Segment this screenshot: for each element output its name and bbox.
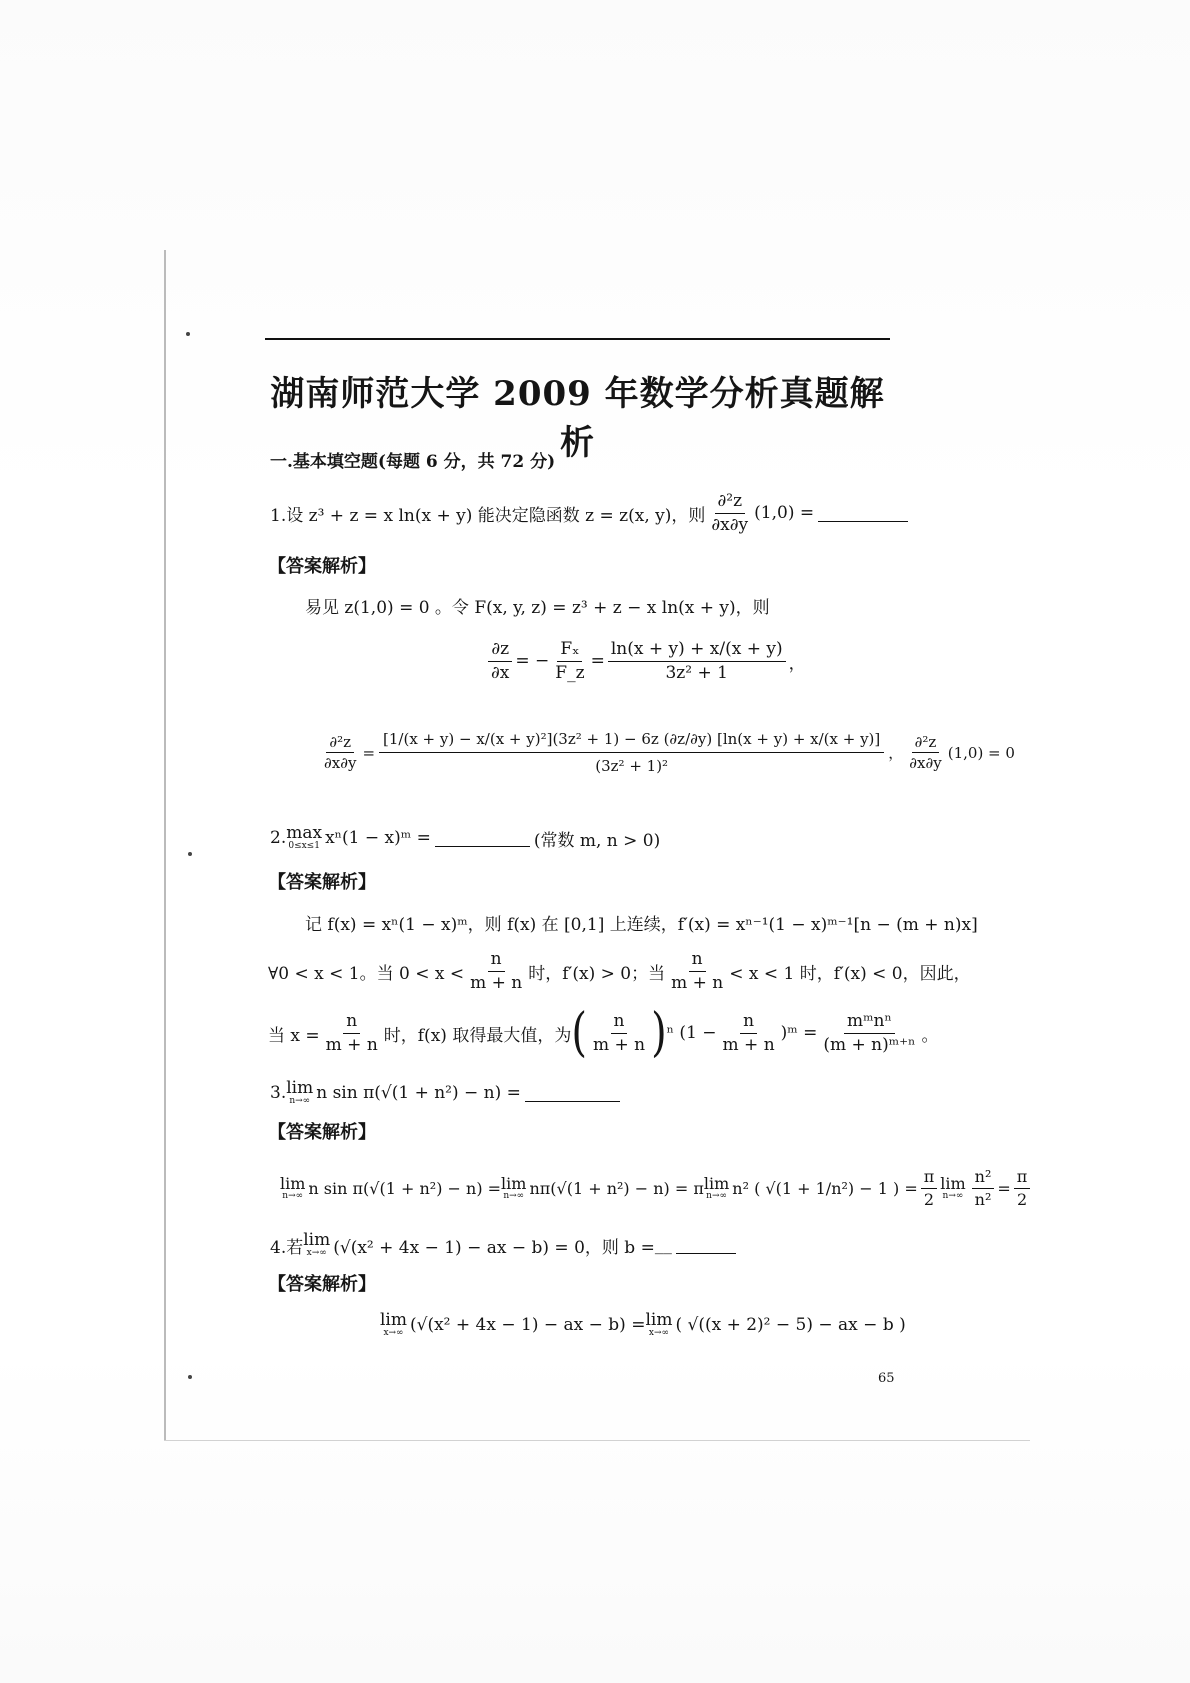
question-2: [270, 825, 660, 851]
limit-range: x→∞: [648, 1328, 670, 1338]
operator: =: [362, 743, 376, 762]
limit-operator: [303, 1232, 330, 1258]
answer-label: 【答案解析】: [268, 556, 376, 577]
result: (1,0) = 0: [947, 743, 1015, 762]
limit-range: n→∞: [706, 1190, 728, 1201]
answer-label: 【答案解析】: [268, 1274, 376, 1295]
text: n² ( √(1 + 1/n²) − 1 ) =: [732, 1178, 918, 1198]
punctuation: ，: [788, 653, 806, 674]
limit-label: lim: [380, 1310, 407, 1330]
fraction: [321, 734, 359, 772]
fraction-numerator: n²: [972, 1168, 995, 1189]
fraction-numerator: ∂z: [488, 640, 512, 662]
scan-dot: [188, 1375, 192, 1379]
fraction-numerator: ∂²z: [912, 734, 940, 754]
question-3: [270, 1080, 624, 1106]
fraction-denominator: 3z² + 1: [665, 662, 728, 683]
fraction-denominator: m + n: [671, 972, 724, 993]
text: < x < 1 时，f′(x) < 0，因此，: [729, 963, 971, 984]
fraction-denominator: m + n: [592, 1034, 646, 1055]
limit-range: x→∞: [306, 1248, 327, 1258]
fraction-denominator: F_z: [555, 662, 585, 683]
question-2-expression: xⁿ(1 − x)ᵐ =: [325, 828, 431, 848]
text: )ᵐ =: [780, 1023, 818, 1044]
fraction: [379, 730, 884, 775]
fraction: [921, 1168, 938, 1208]
page-title: 湖南师范大学 2009 年数学分析真题解析: [270, 374, 885, 463]
fraction: [467, 950, 525, 992]
operator: =: [997, 1178, 1011, 1198]
question-1-text: 1.设 z³ + z = x ln(x + y) 能决定隐函数 z = z(x, y)，则: [270, 505, 706, 526]
text: ∀0 < x < 1。当 0 < x <: [268, 963, 465, 984]
limit-label: lim: [280, 1173, 306, 1193]
solution-2-line-2: [268, 950, 971, 992]
question-3-expression: n sin π(√(1 + n²) − n) =: [316, 1083, 521, 1103]
max-range: 0≤x≤1: [288, 841, 320, 851]
fraction: [552, 640, 587, 682]
answer-blank: [676, 1252, 736, 1254]
text: n sin π(√(1 + n²) − n) =: [308, 1178, 502, 1198]
punctuation: ，: [888, 744, 904, 762]
question-1-tail: (1,0) =: [754, 503, 815, 524]
fraction-numerator: ∂²z: [326, 734, 354, 754]
solution-4-equation: [380, 1312, 906, 1338]
limit-range: n→∞: [282, 1190, 304, 1201]
limit-range: x→∞: [383, 1328, 404, 1338]
question-4: [270, 1232, 740, 1258]
right-paren: ): [651, 1003, 667, 1064]
max-operator: [286, 825, 322, 851]
limit-operator: [501, 1173, 527, 1201]
solution-1-line-1: 易见 z(1,0) = 0 。令 F(x, y, z) = z³ + z − x ln(x + y)，则: [305, 598, 770, 618]
fraction: [906, 734, 944, 772]
fraction: [608, 640, 786, 682]
limit-label: lim: [703, 1173, 730, 1193]
fraction-denominator: 2: [1016, 1189, 1028, 1209]
fraction-numerator: Fₓ: [557, 640, 582, 662]
answer-label: 【答案解析】: [268, 1122, 376, 1143]
fraction-numerator: n: [740, 1012, 757, 1034]
fraction: [972, 1168, 995, 1208]
solution-1-equation-2: [318, 730, 1015, 775]
text: ( √((x + 2)² − 5) − ax − b ): [675, 1315, 906, 1335]
question-2-condition: (常数 m, n > 0): [533, 830, 661, 851]
limit-operator: [703, 1173, 730, 1201]
operator: = −: [515, 651, 550, 672]
fraction-numerator: n: [343, 1012, 360, 1034]
limit-range: n→∞: [503, 1190, 525, 1201]
limit-label: lim: [940, 1173, 966, 1193]
fraction-denominator: ∂x: [491, 662, 510, 683]
limit-label: lim: [286, 1078, 314, 1098]
text: 当 x =: [268, 1025, 320, 1046]
text: ⁿ (1 −: [666, 1023, 717, 1044]
fraction-denominator: ∂x∂y: [324, 754, 357, 772]
fraction-numerator: n: [488, 950, 505, 972]
fraction: [590, 1012, 648, 1054]
limit-operator: [286, 1080, 313, 1106]
scan-dot: [186, 332, 190, 336]
text: 时，f′(x) > 0；当: [528, 963, 666, 984]
limit-label: lim: [303, 1230, 331, 1250]
fraction-numerator: π: [921, 1168, 938, 1189]
fraction-denominator: ∂x∂y: [711, 514, 749, 535]
scan-dot: [188, 852, 192, 856]
limit-range: n→∞: [942, 1190, 964, 1201]
limit-range: n→∞: [289, 1096, 311, 1106]
max-label: max: [286, 823, 323, 843]
fraction: [820, 1012, 918, 1054]
fraction-numerator: ∂²z: [715, 492, 746, 514]
page-number: 65: [878, 1371, 895, 1386]
fraction-denominator: (m + n)ᵐ⁺ⁿ: [823, 1034, 916, 1055]
left-paren: (: [571, 1003, 587, 1064]
fraction-denominator: m + n: [325, 1034, 378, 1055]
text: 时，f(x) 取得最大值，为: [383, 1025, 572, 1046]
solution-2-line-3: [268, 1003, 939, 1064]
fraction-denominator: m + n: [470, 972, 523, 993]
limit-label: lim: [501, 1173, 527, 1193]
punctuation: 。: [921, 1025, 939, 1046]
fraction-numerator: n: [689, 950, 706, 972]
solution-1-equation-1: [485, 640, 806, 682]
limit-operator: [380, 1312, 407, 1338]
fraction-denominator: n²: [974, 1189, 992, 1209]
answer-blank: [525, 1100, 620, 1102]
section-heading: 一.基本填空题(每题 6 分，共 72 分): [270, 452, 556, 472]
fraction: [488, 640, 512, 682]
fraction-denominator: 2: [923, 1189, 935, 1209]
solution-3-equation: [280, 1168, 1033, 1208]
fraction-numerator: mᵐnⁿ: [844, 1012, 895, 1034]
limit-operator: [280, 1173, 306, 1201]
answer-blank: [435, 845, 530, 847]
fraction-numerator: [1/(x + y) − x/(x + y)²](3z² + 1) − 6z (∂z/∂y) [ln(x + y) + x/(x + y)]: [379, 730, 884, 753]
question-4-prefix: 4.若: [270, 1237, 304, 1258]
question-4-expression: (√(x² + 4x − 1) − ax − b) = 0，则 b =: [333, 1237, 655, 1258]
text: nπ(√(1 + n²) − n) = π: [529, 1178, 704, 1198]
answer-blank: [818, 520, 908, 522]
fraction: [668, 950, 726, 992]
text: (√(x² + 4x − 1) − ax − b) =: [410, 1315, 646, 1335]
operator: =: [590, 651, 605, 672]
title-rule: [265, 338, 890, 340]
fraction: [708, 492, 751, 534]
fraction-denominator: ∂x∂y: [909, 754, 942, 772]
fraction-denominator: m + n: [722, 1034, 775, 1055]
question-3-number: 3.: [270, 1083, 287, 1103]
fraction: [323, 1012, 381, 1054]
answer-label: 【答案解析】: [268, 872, 376, 893]
scan-edge-vertical: [164, 250, 166, 1440]
limit-label: lim: [645, 1310, 673, 1330]
question-4-blank-mark: __: [654, 1235, 672, 1255]
fraction-numerator: ln(x + y) + x/(x + y): [608, 640, 786, 662]
question-2-number: 2.: [270, 828, 287, 848]
fraction-denominator: (3z² + 1)²: [595, 757, 669, 775]
fraction: [1014, 1168, 1031, 1208]
fraction-numerator: π: [1014, 1168, 1031, 1189]
limit-operator: [940, 1173, 966, 1201]
fraction: [720, 1012, 778, 1054]
limit-operator: [645, 1312, 672, 1338]
question-1: [270, 492, 912, 534]
solution-2-line-1: 记 f(x) = xⁿ(1 − x)ᵐ，则 f(x) 在 [0,1] 上连续，f′(x) = xⁿ⁻¹(1 − x)ᵐ⁻¹[n − (m + n)x]: [305, 915, 978, 935]
fraction-numerator: n: [611, 1012, 628, 1034]
scan-edge-bottom: [164, 1440, 1030, 1441]
